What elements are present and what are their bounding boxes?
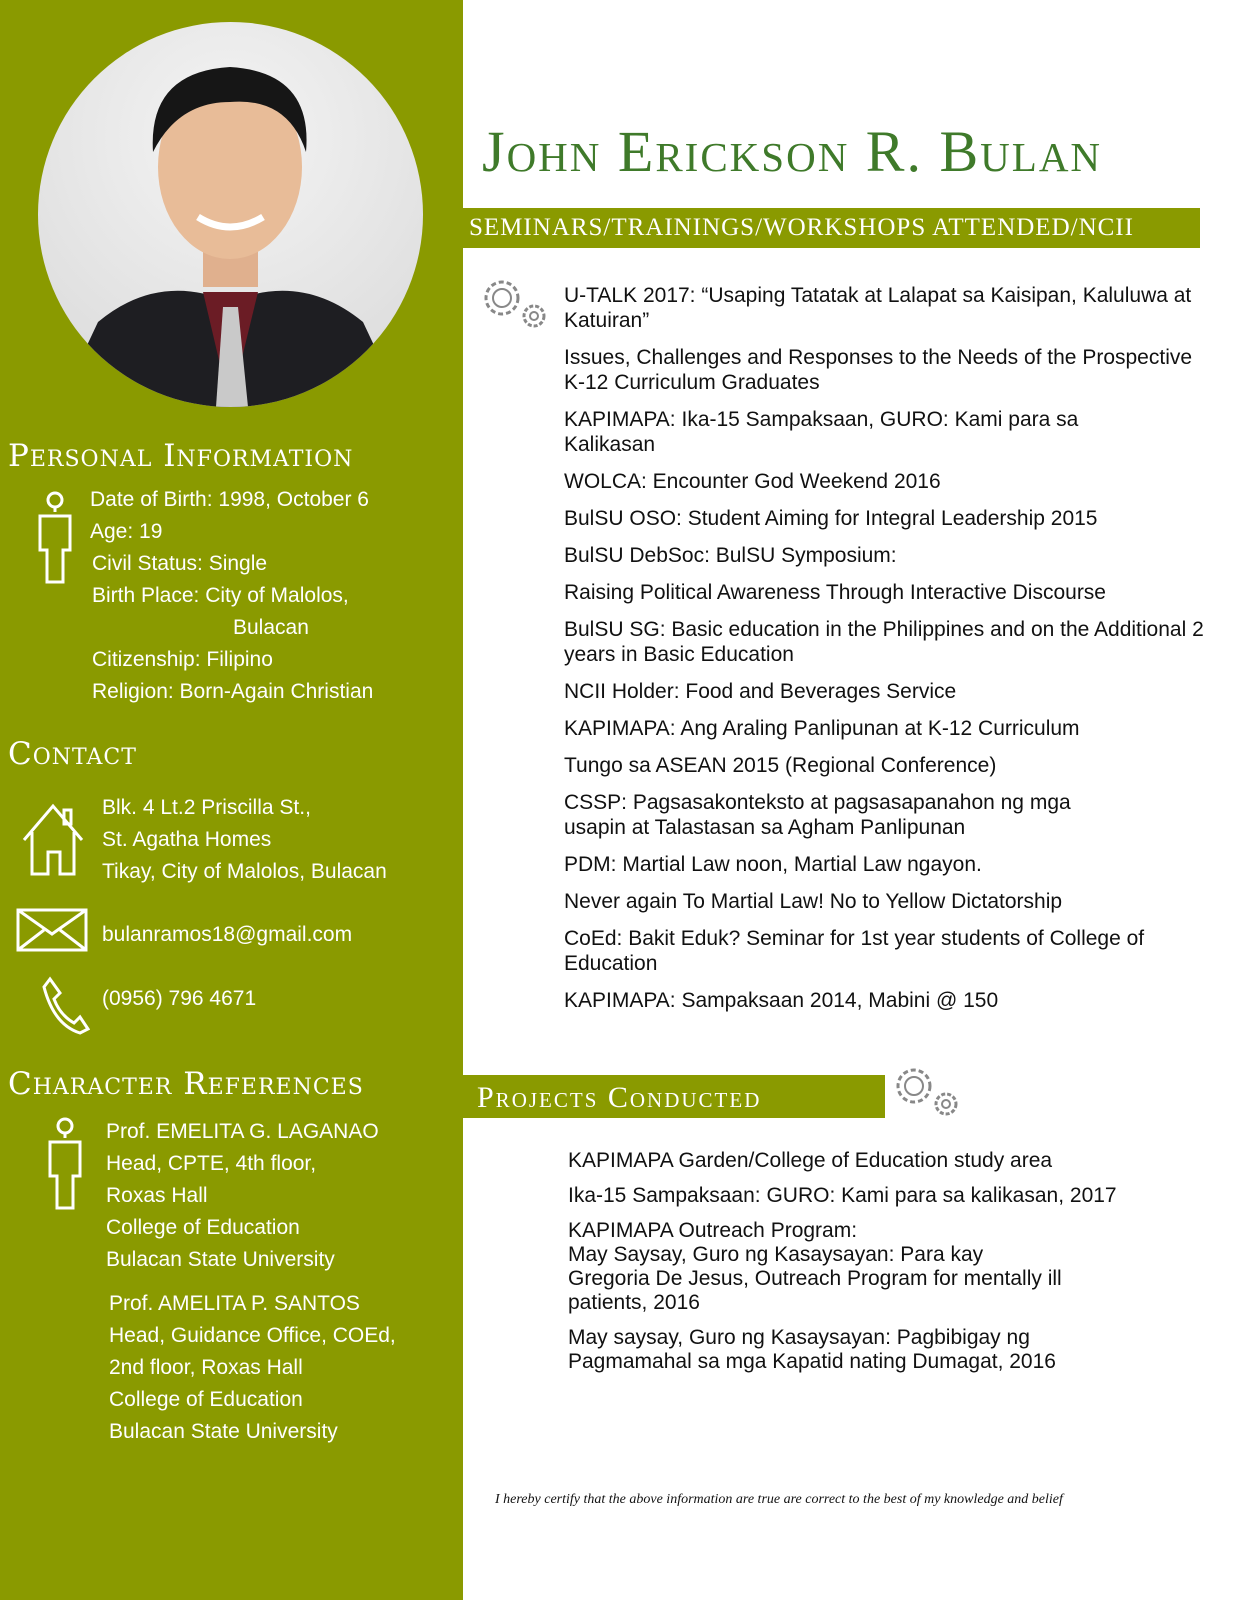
civil-status: Civil Status: Single xyxy=(92,552,268,575)
personal-info-list xyxy=(90,484,373,708)
list-item: Tungo sa ASEAN 2015 (Regional Conference) xyxy=(564,754,997,777)
date-of-birth: Date of Birth: 1998, October 6 xyxy=(90,488,369,511)
reference-line: Bulacan State University xyxy=(109,1420,338,1443)
projects-list xyxy=(568,1149,1208,1385)
list-item: PDM: Martial Law noon, Martial Law ngayon. xyxy=(564,853,982,876)
phone-icon xyxy=(40,975,90,1035)
list-item: NCII Holder: Food and Beverages Service xyxy=(564,680,957,703)
birth-place-cont: Bulacan xyxy=(233,616,309,639)
person-icon xyxy=(30,490,80,590)
list-item: Never again To Martial Law! No to Yellow Dictatorship xyxy=(564,890,1063,913)
list-item: BulSU OSO: Student Aiming for Integral Leadership 2015 xyxy=(564,507,1098,530)
list-item: BulSU SG: Basic education in the Philippines and on the Additional 2 years in Basic Education xyxy=(564,618,1204,666)
profile-photo xyxy=(38,22,423,407)
list-item: U-TALK 2017: “Usaping Tatatak at Lalapat sa Kaisipan, Kaluluwa at Katuiran” xyxy=(564,284,1192,332)
gears-icon xyxy=(478,274,552,334)
contact-heading: Contact xyxy=(8,736,137,772)
email: bulanramos18@gmail.com xyxy=(102,923,353,946)
list-item: KAPIMAPA Outreach Program: May Saysay, Guro ng Kasaysayan: Para kay Gregoria De Jesus, Outreach Program for mentally ill patients, 2016 xyxy=(568,1219,1062,1314)
reference-line: 2nd floor, Roxas Hall xyxy=(109,1356,303,1379)
list-item: KAPIMAPA Garden/College of Education study area xyxy=(568,1149,1053,1172)
list-item: KAPIMAPA: Sampaksaan 2014, Mabini @ 150 xyxy=(564,989,999,1012)
reference-1 xyxy=(106,1116,379,1276)
reference-2 xyxy=(109,1288,396,1448)
gears-icon xyxy=(890,1062,964,1122)
address-line: Tikay, City of Malolos, Bulacan xyxy=(102,860,387,883)
list-item: WOLCA: Encounter God Weekend 2016 xyxy=(564,470,941,493)
list-item: Raising Political Awareness Through Interactive Discourse xyxy=(564,581,1106,604)
full-name: John Erickson R. Bulan xyxy=(482,119,1103,184)
references-heading: Character References xyxy=(8,1066,364,1102)
person-icon xyxy=(40,1116,90,1216)
reference-line: Head, CPTE, 4th floor, xyxy=(106,1152,317,1175)
seminars-list xyxy=(564,283,1214,1025)
birth-place: Birth Place: City of Malolos, xyxy=(92,584,349,607)
list-item: Issues, Challenges and Responses to the Needs of the Prospective K-12 Curriculum Graduates xyxy=(564,346,1193,394)
reference-line: College of Education xyxy=(109,1388,303,1411)
reference-line: Head, Guidance Office, COEd, xyxy=(109,1324,396,1347)
personal-info-heading: Personal Information xyxy=(8,438,354,474)
envelope-icon xyxy=(16,908,88,952)
reference-line: Bulacan State University xyxy=(106,1248,335,1271)
list-item: Ika-15 Sampaksaan: GURO: Kami para sa kalikasan, 2017 xyxy=(568,1184,1117,1207)
list-item: CoEd: Bakit Eduk? Seminar for 1st year students of College of Education xyxy=(564,927,1145,975)
list-item: KAPIMAPA: Ang Araling Panlipunan at K-12 Curriculum xyxy=(564,717,1080,740)
reference-line: College of Education xyxy=(106,1216,300,1239)
home-icon xyxy=(20,800,86,878)
reference-name: Prof. EMELITA G. LAGANAO xyxy=(106,1120,379,1143)
list-item: CSSP: Pagsasakonteksto at pagsasapanahon ng mga usapin at Talastasan sa Agham Panlipunan xyxy=(564,791,1071,839)
address-line: Blk. 4 Lt.2 Priscilla St., xyxy=(102,796,311,819)
reference-line: Roxas Hall xyxy=(106,1184,208,1207)
list-item: May saysay, Guro ng Kasaysayan: Pagbibigay ng Pagmamahal sa mga Kapatid nating Dumagat, 2016 xyxy=(568,1326,1056,1373)
list-item: BulSU DebSoc: BulSU Symposium: xyxy=(564,544,897,567)
address xyxy=(102,792,387,888)
age: Age: 19 xyxy=(90,520,163,543)
phone: (0956) 796 4671 xyxy=(102,987,257,1010)
projects-heading: Projects Conducted xyxy=(463,1075,885,1118)
seminars-heading: SEMINARS/TRAININGS/WORKSHOPS ATTENDED/NCII xyxy=(463,208,1200,248)
religion: Religion: Born-Again Christian xyxy=(92,680,374,703)
reference-name: Prof. AMELITA P. SANTOS xyxy=(109,1292,360,1315)
list-item: KAPIMAPA: Ika-15 Sampaksaan, GURO: Kami para sa Kalikasan xyxy=(564,408,1079,456)
address-line: St. Agatha Homes xyxy=(102,828,272,851)
citizenship: Citizenship: Filipino xyxy=(92,648,273,671)
certification-statement: I hereby certify that the above information are true are correct to the best of my knowledge and belief xyxy=(495,1492,1063,1507)
